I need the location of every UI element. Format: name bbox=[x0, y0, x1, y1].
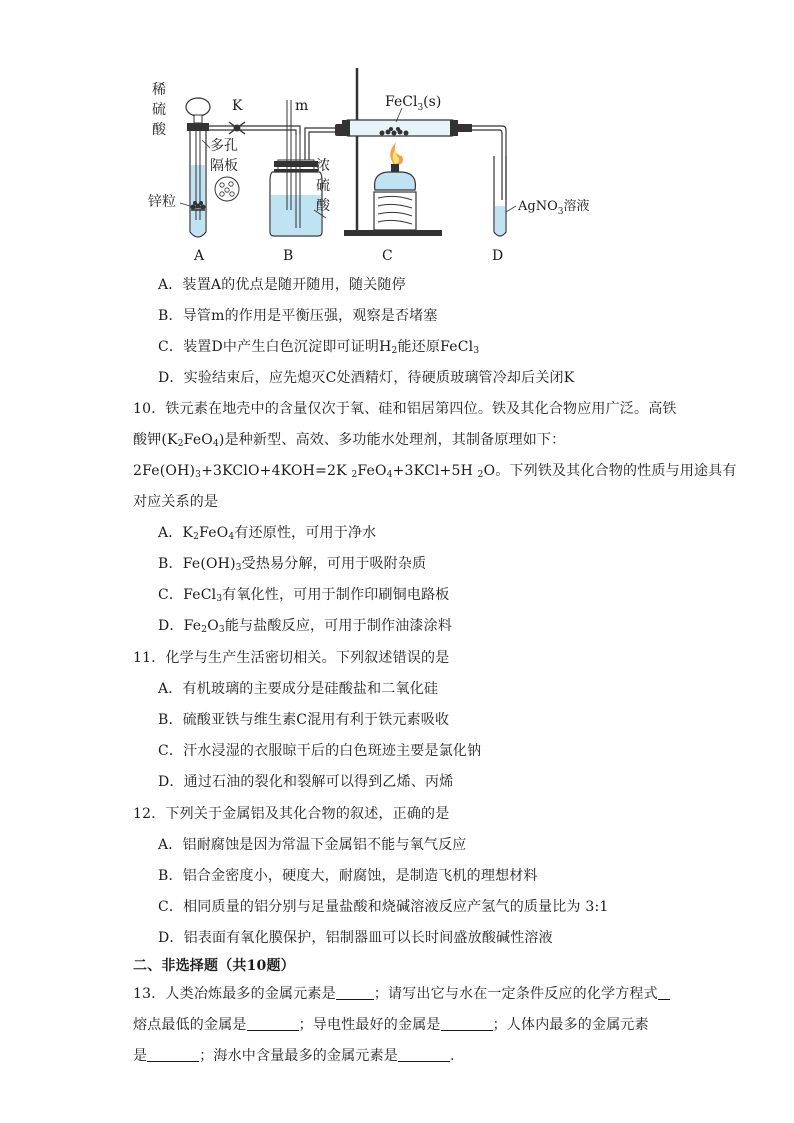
q10-stem-line2: 酸钾$(K_2FeO_4)$是种新型、高效、多功能水处理剂，其制备原理如下： bbox=[133, 432, 566, 449]
answer-blank[interactable] bbox=[441, 1016, 493, 1031]
q10-option-c: C．FeCl$_3$有氧化性，可用于制作印刷铜电路板 bbox=[158, 587, 450, 604]
label-agno3: AgNO$_3$溶液 bbox=[518, 199, 590, 217]
q9-option-b: B．导管m的作用是平衡压强，观察是否堵塞 bbox=[158, 308, 438, 324]
label-dilute-3: 酸 bbox=[152, 122, 166, 138]
q10-equation: $2Fe(OH)_3+3KClO+4KOH=2K$ $_2$FeO$_4$+3KCl+5H $_2$O。下列铁及其化合物的性质与用途具有 bbox=[133, 463, 737, 480]
q11-stem: 11．化学与生产生活密切相关。下列叙述错误的是 bbox=[133, 650, 450, 666]
q13-line2: 熔点最低的金属是 ；导电性最好的金属是 ；人体内最多的金属元素 bbox=[133, 1017, 649, 1033]
q12-option-b: B．铝合金密度小，硬度大，耐腐蚀，是制造飞机的理想材料 bbox=[158, 868, 538, 884]
q11-option-d: D．通过石油的裂化和裂解可以得到乙烯、丙烯 bbox=[158, 774, 454, 790]
apparatus-figure bbox=[130, 60, 670, 270]
label-plate-2: 隔板 bbox=[210, 158, 238, 174]
label-a: A bbox=[194, 248, 205, 264]
label-tube-m: m bbox=[295, 98, 309, 114]
q13-line1: 13．人类冶炼最多的金属元素是 ；请写出它与水在一定条件反应的化学方程式 bbox=[133, 984, 670, 1004]
q10-stem-line4: 对应关系的是 bbox=[133, 494, 219, 510]
label-conc-2: 硫 bbox=[316, 178, 330, 194]
section-heading: 二、非选择题（共10题） bbox=[133, 958, 295, 974]
q10-option-d: D．$Fe_2O_3$能与盐酸反应，可用于制作油漆涂料 bbox=[158, 618, 453, 635]
q11-option-b: B．硫酸亚铁与维生素C混用有利于铁元素吸收 bbox=[158, 712, 450, 728]
q11-option-c: C．汗水浸湿的衣服晾干后的白色斑迹主要是氯化钠 bbox=[158, 743, 482, 759]
label-plate-1: 多孔 bbox=[210, 138, 238, 154]
answer-blank[interactable] bbox=[247, 1016, 299, 1031]
label-conc-3: 酸 bbox=[316, 198, 330, 214]
label-valve-k: K bbox=[232, 98, 243, 114]
answer-blank[interactable] bbox=[147, 1047, 199, 1062]
label-dilute-1: 稀 bbox=[152, 82, 166, 98]
apparatus-c bbox=[335, 68, 506, 236]
label-b: B bbox=[283, 248, 294, 264]
label-c: C bbox=[382, 248, 393, 264]
q12-stem: 12．下列关于金属铝及其化合物的叙述，正确的是 bbox=[133, 806, 450, 822]
answer-blank[interactable] bbox=[398, 1047, 450, 1062]
q10-option-a: A．$K_2FeO_4$有还原性，可用于净水 bbox=[158, 525, 377, 542]
q9-option-a: A．装置A的优点是随开随用，随关随停 bbox=[158, 277, 406, 293]
apparatus-d bbox=[494, 156, 516, 236]
label-conc-1: 浓 bbox=[316, 158, 330, 174]
label-dilute-2: 硫 bbox=[152, 102, 166, 118]
q12-option-d: D．铝表面有氧化膜保护，铝制器皿可以长时间盛放酸碱性溶液 bbox=[158, 930, 553, 946]
label-fecl3: FeCl$_3$(s) bbox=[385, 94, 442, 113]
q10-stem-line1: 10．铁元素在地壳中的含量仅次于氧、硅和铝居第四位。铁及其化合物应用广泛。高铁 bbox=[133, 401, 677, 417]
q9-option-d: D．实验结束后，应先熄灭C处酒精灯，待硬质玻璃管冷却后关闭K bbox=[158, 370, 575, 386]
q12-option-c: C．相同质量的铝分别与足量盐酸和烧碱溶液反应产氢气的质量比为 3:1 bbox=[158, 899, 609, 915]
answer-blank[interactable] bbox=[336, 985, 374, 1000]
q13-line3: 是 ；海水中含量最多的金属元素是 . bbox=[133, 1048, 455, 1064]
answer-blank[interactable] bbox=[658, 985, 670, 1000]
label-zinc: 锌粒 bbox=[148, 194, 176, 210]
q9-option-c: C．装置D中产生白色沉淀即可证明$H_2$能还原FeCl$_3$ bbox=[158, 339, 480, 356]
q12-option-a: A．铝耐腐蚀是因为常温下金属铝不能与氧气反应 bbox=[158, 837, 467, 853]
q10-option-b: B．$Fe(OH)_3$受热易分解，可用于吸附杂质 bbox=[158, 556, 427, 573]
q11-option-a: A．有机玻璃的主要成分是硅酸盐和二氧化硅 bbox=[158, 681, 439, 697]
label-d: D bbox=[492, 248, 504, 264]
